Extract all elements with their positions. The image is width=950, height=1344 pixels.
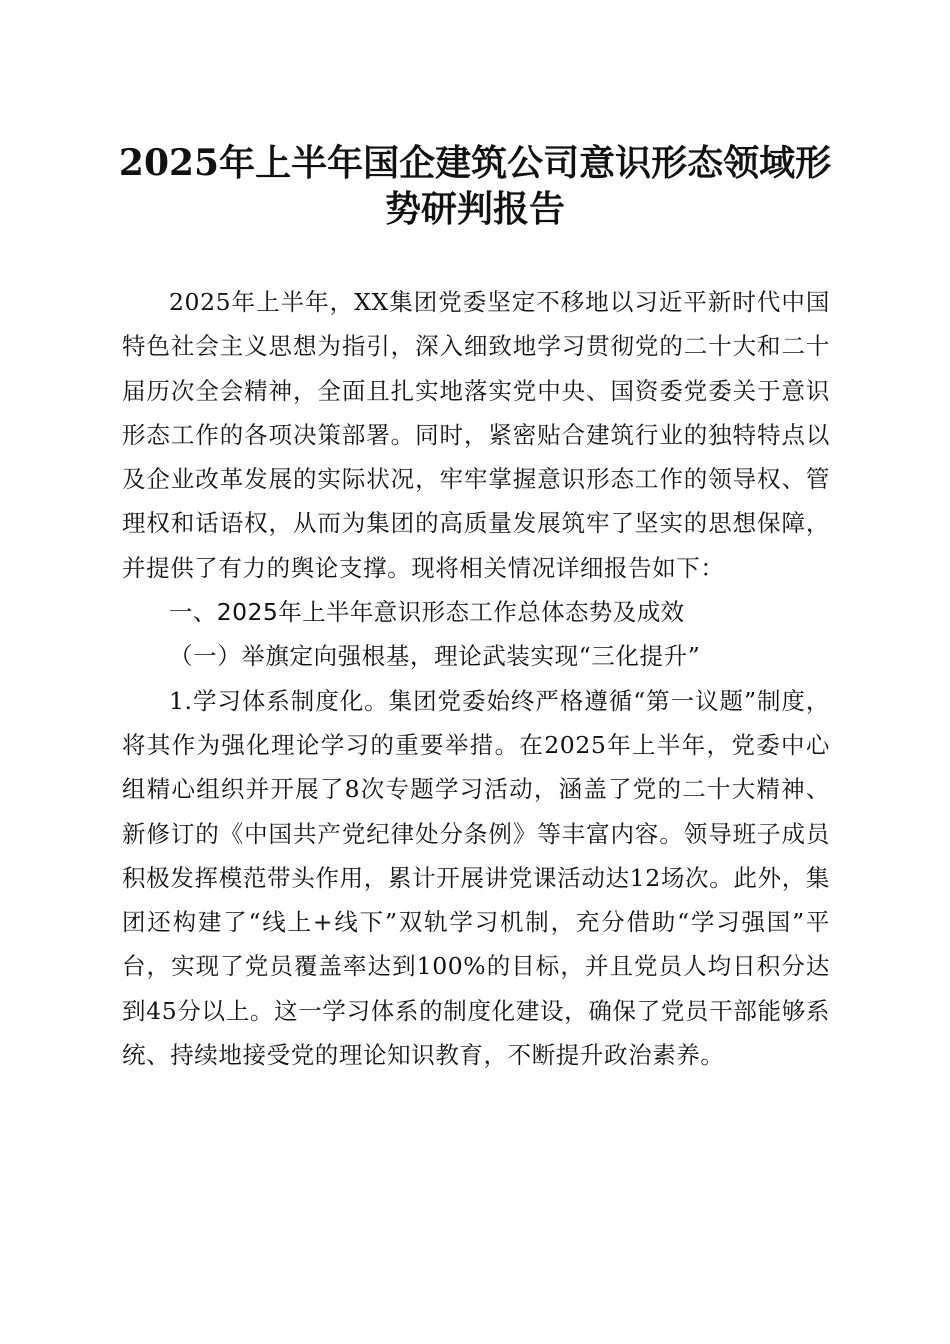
intro-paragraph: 2025年上半年，XX集团党委坚定不移地以习近平新时代中国特色社会主义思想为指引，深入细致地学习贯彻党的二十大和二十届历次全会精神，全面且扎实地落实党中央、国资委党委关于意识形态工作的各项决策部署。同时，紧密贴合建筑行业的独特特点以及企业改革发展的实际状况，牢牢掌握意识形态工作的领导权、管理权和话语权，从而为集团的高质量发展筑牢了坚实的思想保障，并提供了有力的舆论支撑。现将相关情况详细报告如下： bbox=[122, 288, 830, 582]
body-paragraph: 1.学习体系制度化。集团党委始终严格遵循“第一议题”制度，将其作为强化理论学习的重要举措。在2025年上半年，党委中心组精心组织并开展了8次专题学习活动，涵盖了党的二十大精神、新修订的《中国共产党纪律处分条例》等丰富内容。领导班子成员积极发挥模范带头作用，累计开展讲党课活动达12场次。此外，集团还构建了“线上+线下”双轨学习机制，充分借助“学习强国”平台，实现了党员覆盖率达到100%的目标，并且党员人均日积分达到45分以上。这一学习体系的制度化建设，确保了党员干部能够系统、持续地接受党的理论知识教育，不断提升政治素养。 bbox=[122, 686, 830, 1070]
document-title: 2025年上半年国企建筑公司意识形态领域形势研判报告 bbox=[118, 142, 832, 230]
subsection-heading: （一）举旗定向强根基，理论武装实现“三化提升” bbox=[169, 642, 701, 671]
section-heading: 一、2025年上半年意识形态工作总体态势及成效 bbox=[169, 598, 685, 627]
document-body bbox=[122, 280, 830, 1077]
